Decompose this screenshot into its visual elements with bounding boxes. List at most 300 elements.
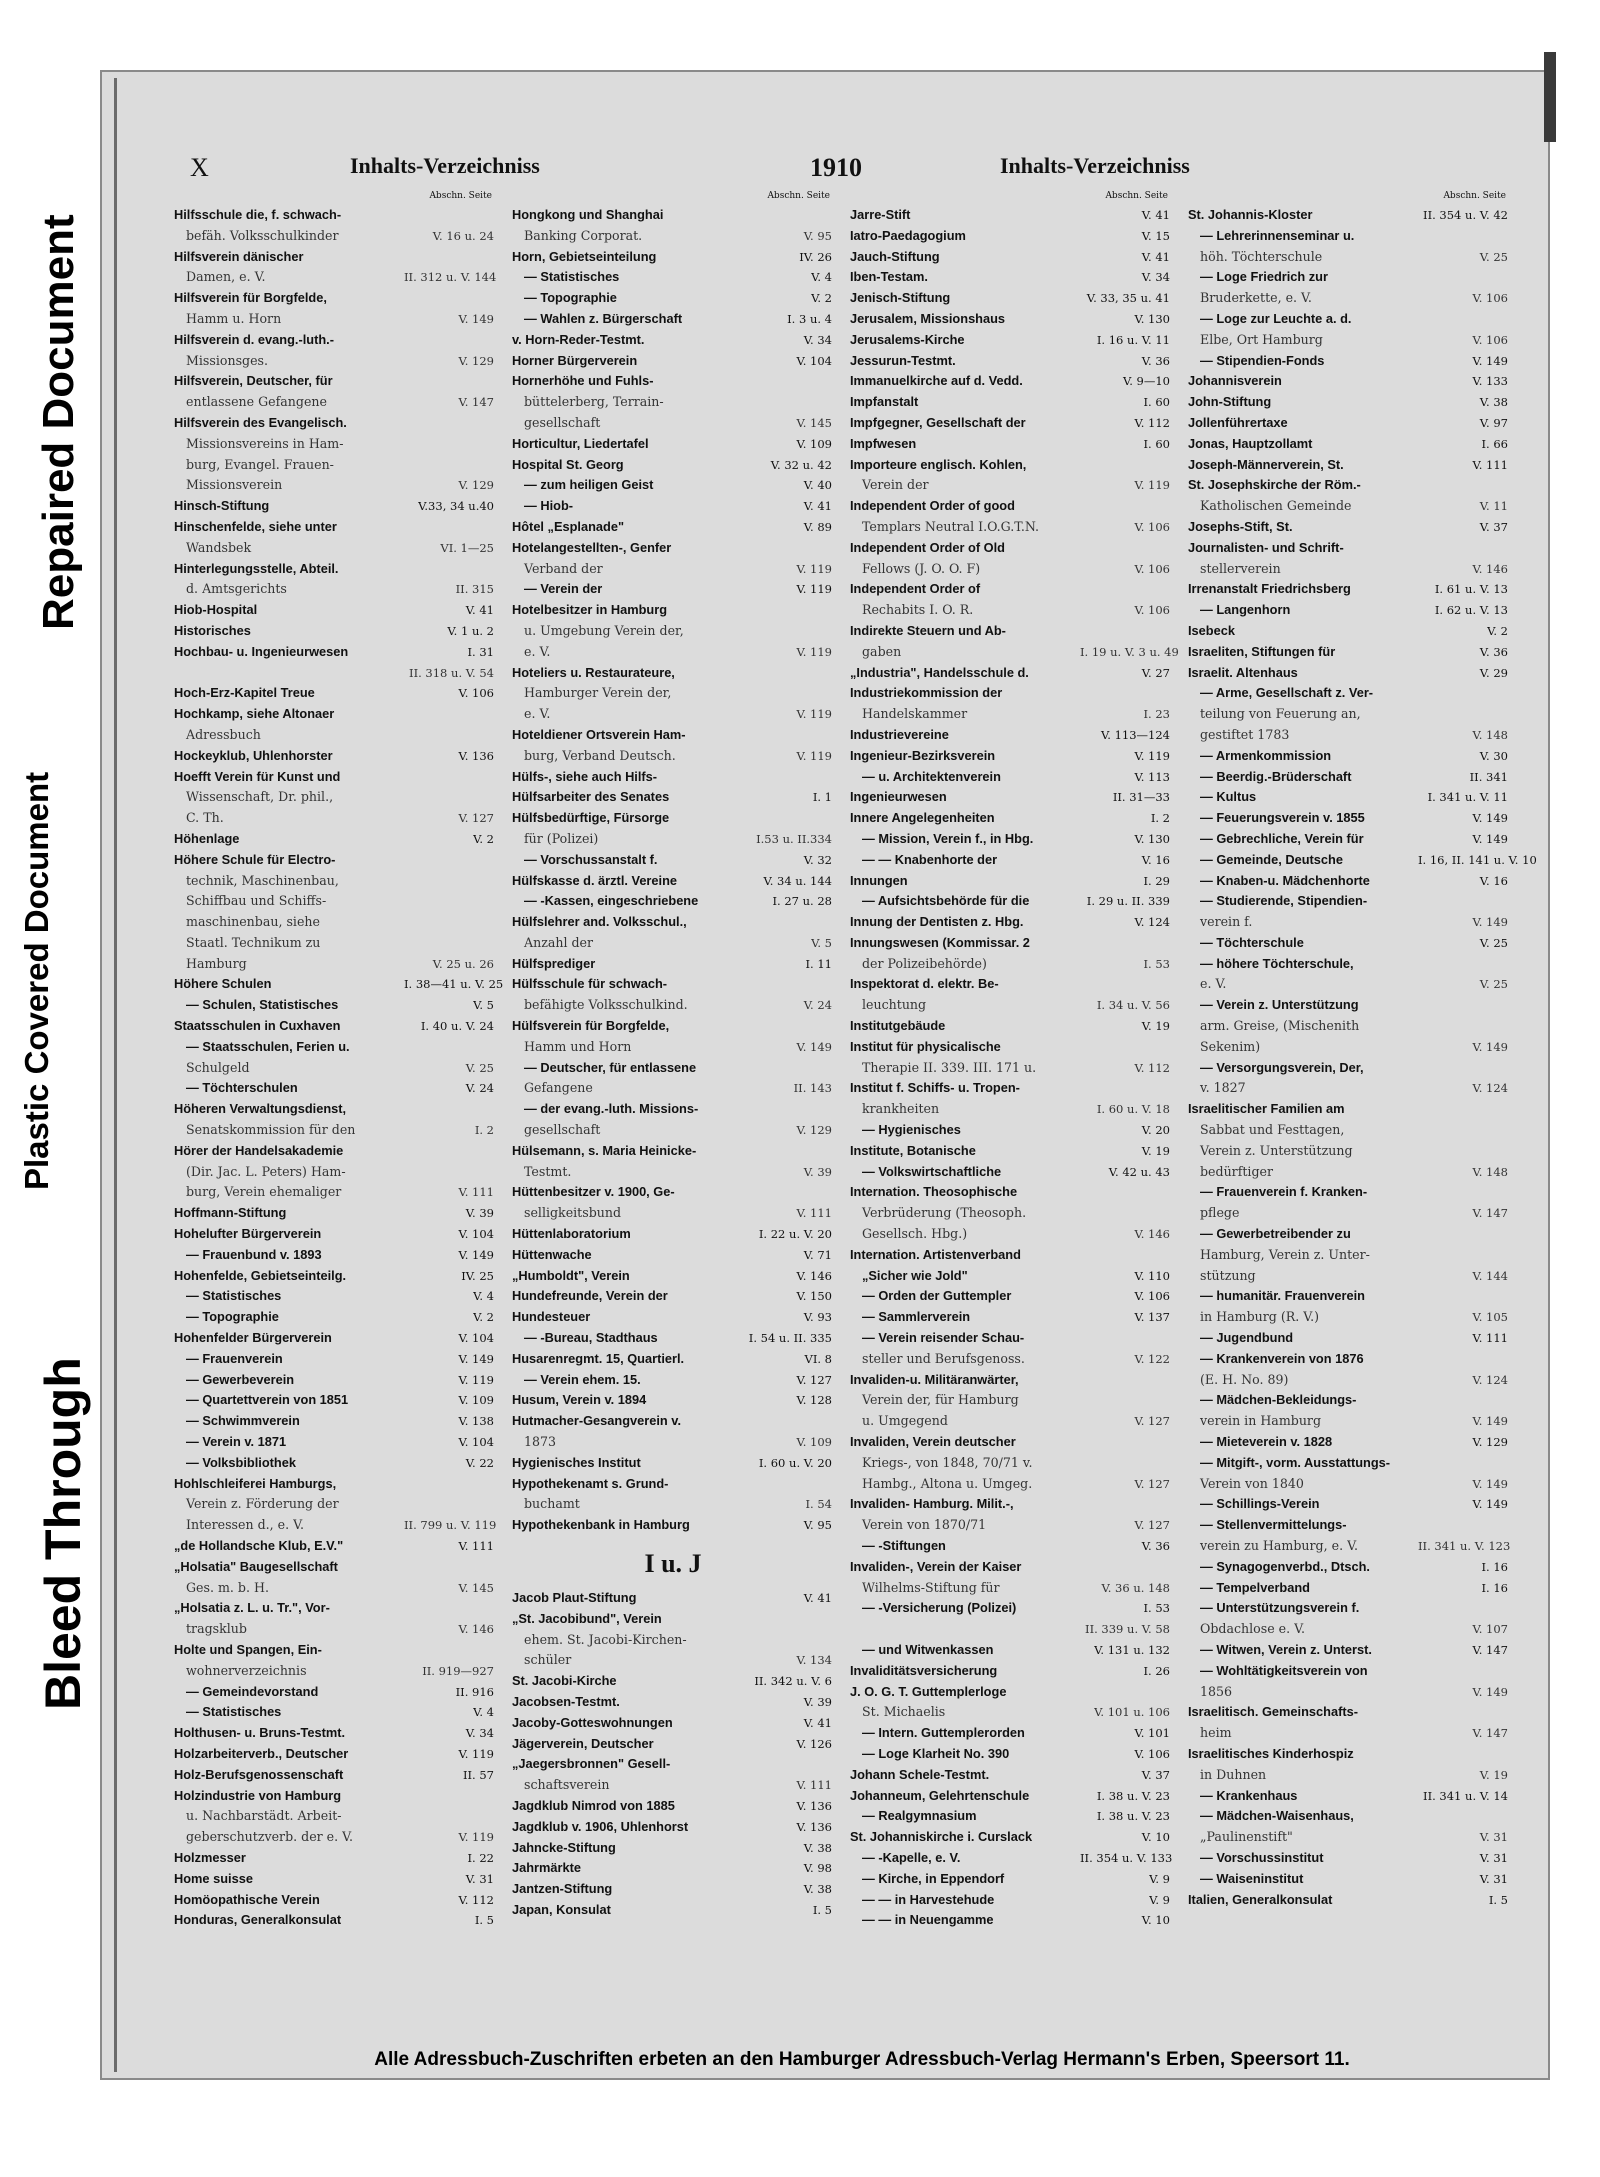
index-entry [512, 1734, 834, 1755]
index-entry [1188, 1723, 1510, 1744]
entry-reference: V. 34 [1141, 270, 1170, 285]
entry-title: Sekenim) [1200, 1038, 1261, 1054]
index-entry [512, 226, 834, 247]
index-entry [1188, 1786, 1510, 1807]
entry-title: leuchtung [862, 997, 927, 1013]
index-entry [850, 767, 1172, 788]
entry-reference: V. 149 [1472, 1414, 1508, 1429]
entry-title: Holthusen- u. Bruns-Testmt. [174, 1725, 346, 1741]
index-entry [850, 1869, 1172, 1890]
entry-title: — Vorschussanstalt f. [524, 851, 658, 867]
entry-reference: I. 60 u. V. 20 [758, 1455, 832, 1470]
entry-title: Staatsschulen in Cuxhaven [174, 1018, 341, 1034]
index-entry [174, 725, 496, 746]
entry-reference: I. 26 [1143, 1663, 1170, 1678]
entry-title: — Studierende, Stipendien- [1200, 893, 1368, 909]
entry-reference: II. 57 [462, 1767, 494, 1782]
index-entry [1188, 1203, 1510, 1224]
entry-title: Hülfsschule für schwach- [512, 976, 668, 992]
index-entry [512, 475, 834, 496]
entry-reference: V. 106 [1134, 603, 1170, 618]
index-entry [174, 434, 496, 455]
page-header [172, 147, 1532, 187]
index-entry [850, 683, 1172, 704]
entry-title: Wandsbek [186, 539, 252, 555]
entry-title: burg, Evangel. Frauen- [186, 456, 334, 472]
index-entry [1188, 995, 1510, 1016]
index-entry [174, 1661, 496, 1682]
entry-title: — u. Architektenverein [862, 768, 1001, 784]
entry-reference: II. 31—33 [1112, 790, 1170, 805]
entry-title: „Jaegersbronnen" Gesell- [512, 1756, 671, 1772]
entry-reference: V. 34 [465, 1726, 494, 1741]
index-entry [174, 787, 496, 808]
entry-reference: V. 149 [458, 1247, 494, 1262]
entry-title: 1856 [1200, 1683, 1233, 1699]
entry-reference: V. 41 [1141, 249, 1170, 264]
entry-title: technik, Maschinenbau, [186, 872, 339, 888]
entry-reference: V. 41 [803, 1715, 832, 1730]
entry-reference: V. 119 [458, 1372, 494, 1387]
entry-reference: V. 89 [803, 519, 832, 534]
entry-title: Jantzen-Stiftung [512, 1881, 613, 1897]
index-column-1 [174, 191, 504, 1928]
entry-reference: I. 54 [805, 1497, 832, 1512]
entry-title: 1873 [524, 1434, 557, 1450]
entry-reference: V. 127 [1134, 1476, 1170, 1491]
entry-title: Homöopathische Verein [174, 1891, 320, 1907]
entry-title: Hambg., Altona u. Umgeg. [862, 1475, 1033, 1491]
index-entry [512, 247, 834, 268]
index-entry [1188, 871, 1510, 892]
index-entry [512, 434, 834, 455]
entry-title: — Quartettverein von 1851 [186, 1392, 349, 1408]
entry-title: Joseph-Männerverein, St. [1188, 456, 1344, 472]
entry-reference: V. 19 [1479, 1767, 1508, 1782]
entry-title: Jollenführertaxe [1188, 414, 1288, 430]
entry-reference: V. 146 [458, 1622, 494, 1637]
index-entry [512, 1609, 834, 1630]
entry-reference: I. 66 [1481, 436, 1508, 451]
index-entry [174, 1578, 496, 1599]
entry-reference: V. 111 [458, 1539, 494, 1553]
entry-title: Hockeyklub, Uhlenhorster [174, 747, 333, 763]
entry-title: — höhere Töchterschule, [1200, 955, 1354, 971]
entry-title: Hoteliers u. Restaurateure, [512, 664, 675, 680]
entry-title: Hörer der Handelsakademie [174, 1142, 344, 1158]
entry-reference: II. 354 u. V. 133 [1080, 1850, 1173, 1865]
entry-reference: V. 105 [1472, 1310, 1508, 1325]
entry-reference: V. 41 [803, 1591, 832, 1605]
entry-title: — Wahlen z. Bürgerschaft [524, 310, 683, 326]
entry-reference: V. 39 [803, 1164, 832, 1179]
entry-title: Hüttenbesitzer v. 1900, Ge- [512, 1184, 675, 1200]
entry-title: — Beerdig.-Brüderschaft [1200, 768, 1352, 784]
entry-reference: I. 29 u. II. 339 [1086, 894, 1170, 909]
entry-title: — Frauenverein f. Kranken- [1200, 1184, 1368, 1200]
entry-title: — Tempelverband [1200, 1579, 1310, 1595]
index-entry [850, 808, 1172, 829]
entry-reference: V. 149 [1472, 831, 1508, 846]
index-entry [512, 1453, 834, 1474]
index-entry [850, 933, 1172, 954]
entry-reference: V. 39 [803, 1694, 832, 1709]
entry-title: Hoffmann-Stiftung [174, 1205, 287, 1221]
index-entry [174, 1765, 496, 1786]
entry-title: Obdachlose e. V. [1200, 1621, 1306, 1637]
entry-reference: IV. 26 [799, 249, 832, 264]
entry-title: Journalisten- und Schrift- [1188, 539, 1344, 555]
index-entry [1188, 330, 1510, 351]
entry-title: — Verein der [524, 581, 603, 597]
entry-title: tragsklub [186, 1621, 247, 1637]
index-entry [1188, 1224, 1510, 1245]
entry-title: Schulgeld [186, 1059, 250, 1075]
entry-reference: V. 119 [458, 1830, 494, 1845]
index-entry [850, 1162, 1172, 1183]
entry-title: Holz-Berufsgenossenschaft [174, 1766, 344, 1782]
entry-title: Impfgegner, Gesellschaft der [850, 414, 1026, 430]
index-entry [1188, 1765, 1510, 1786]
index-entry [512, 1245, 834, 1266]
entry-reference: I. 5 [474, 1913, 494, 1928]
entry-title: — Stellenvermittelungs- [1200, 1517, 1347, 1533]
entry-title: büttelerberg, Terrain- [524, 394, 664, 410]
entry-reference: I. 19 u. V. 3 u. 49 [1080, 644, 1179, 659]
entry-reference: V. 106 [1134, 1289, 1170, 1304]
entry-reference: V. 42 u. 43 [1108, 1164, 1170, 1179]
entry-reference: V. 33, 35 u. 41 [1086, 291, 1170, 306]
index-entry [1188, 1494, 1510, 1515]
index-entry [174, 1037, 496, 1058]
index-entry [1188, 725, 1510, 746]
index-entry [512, 538, 834, 559]
index-entry [850, 371, 1172, 392]
entry-title: — Deutscher, für entlassene [524, 1059, 697, 1075]
index-entry [512, 1328, 834, 1349]
entry-title: Jacob Plaut-Stiftung [512, 1590, 637, 1605]
entry-title: Horner Bürgerverein [512, 352, 638, 368]
entry-title: — Verein ehem. 15. [524, 1371, 641, 1387]
index-entry [512, 1474, 834, 1495]
entry-title: Hülfsprediger [512, 955, 596, 971]
entry-title: Hohlschleiferei Hamburgs, [174, 1475, 337, 1491]
entry-title: Hinsch-Stiftung [174, 498, 270, 514]
index-entry [174, 683, 496, 704]
index-entry [850, 1120, 1172, 1141]
index-entry [850, 1245, 1172, 1266]
entry-reference: V. 130 [1134, 311, 1170, 326]
index-entry [512, 1224, 834, 1245]
entry-title: St. Johanniskirche i. Curslack [850, 1829, 1033, 1845]
entry-title: Jahncke-Stiftung [512, 1839, 616, 1855]
entry-title: Hüttenlaboratorium [512, 1226, 631, 1242]
entry-title: — Orden der Guttempler [862, 1288, 1012, 1304]
entry-title: schüler [524, 1652, 572, 1668]
entry-title: — Schulen, Statistisches [186, 997, 339, 1013]
index-entry [174, 954, 496, 975]
entry-reference: V. 145 [458, 1580, 494, 1595]
index-entry [1188, 1702, 1510, 1723]
entry-title: — Hygienisches [862, 1122, 961, 1138]
entry-reference: V. 31 [1479, 1830, 1508, 1845]
entry-reference: V. 148 [1472, 727, 1508, 742]
entry-title: C. Th. [186, 810, 224, 826]
index-entry [512, 1390, 834, 1411]
entry-reference: V. 16 [1479, 873, 1508, 888]
entry-title: Iben-Testam. [850, 269, 928, 285]
entry-reference: V. 133 [1472, 374, 1508, 389]
index-entry [1188, 1827, 1510, 1848]
entry-title: Immanuelkirche auf d. Vedd. [850, 373, 1023, 389]
index-entry [1188, 1037, 1510, 1058]
entry-title: stellerverein [1200, 560, 1281, 576]
index-entry [174, 891, 496, 912]
entry-reference: V. 138 [458, 1414, 494, 1429]
entry-reference: V. 119 [796, 644, 832, 659]
entry-title: Hilfsverein, Deutscher, für [174, 373, 333, 389]
index-entry [850, 455, 1172, 476]
entry-reference: V. 25 [1479, 935, 1508, 950]
entry-title: Höheren Verwaltungsdienst, [174, 1101, 347, 1117]
entry-title: Internation. Artistenverband [850, 1246, 1021, 1262]
index-entry [174, 1266, 496, 1287]
entry-reference: I. 60 u. V. 18 [1096, 1102, 1170, 1117]
entry-reference: V.33, 34 u.40 [418, 499, 494, 514]
entry-reference: V. 9 [1149, 1871, 1170, 1886]
entry-title: Hilfsschule die, f. schwach- [174, 207, 342, 222]
index-entry [850, 746, 1172, 767]
entry-title: verein zu Hamburg, e. V. [1200, 1538, 1358, 1553]
entry-reference: V. 149 [1472, 915, 1508, 930]
index-entry [512, 1370, 834, 1391]
entry-title: Gefangene [524, 1080, 593, 1096]
index-entry [1188, 205, 1510, 226]
index-entry [174, 517, 496, 538]
index-entry [1188, 455, 1510, 476]
entry-title: Hoch-Erz-Kapitel Treue [174, 685, 315, 701]
entry-reference: I. 31 [467, 644, 494, 659]
index-entry [850, 579, 1172, 600]
entry-reference: V. 112 [1134, 415, 1170, 430]
index-entry [174, 1744, 496, 1765]
entry-title: — Volkswirtschaftliche [862, 1163, 1002, 1179]
index-entry [174, 475, 496, 496]
index-entry [512, 1203, 834, 1224]
index-entry [850, 205, 1172, 226]
index-entry [512, 1016, 834, 1037]
entry-title: Missionsges. [186, 352, 269, 368]
index-entry [512, 413, 834, 434]
index-entry [512, 288, 834, 309]
entry-title: Irrenanstalt Friedrichsberg [1188, 581, 1351, 597]
entry-title: — — in Neuengamme [862, 1912, 994, 1928]
entry-reference: V. 122 [1134, 1351, 1170, 1366]
entry-title: „Holsatia" Baugesellschaft [174, 1558, 338, 1574]
entry-reference: I. 53 [1143, 1601, 1170, 1616]
entry-title: Hülfsbedürftige, Fürsorge [512, 810, 670, 826]
entry-reference: V. 30 [1479, 748, 1508, 763]
index-entry [174, 1120, 496, 1141]
entry-title: e. V. [524, 643, 551, 659]
entry-reference: V. 146 [1134, 1227, 1170, 1242]
entry-title: Anzahl der [524, 934, 594, 950]
entry-title: — Schillings-Verein [1200, 1496, 1320, 1512]
index-entry [174, 1349, 496, 1370]
index-entry [174, 1536, 496, 1557]
entry-reference: I. 27 u. 28 [772, 894, 832, 909]
index-entry [850, 434, 1172, 455]
entry-title: teilung von Feuerung an, [1200, 706, 1361, 722]
index-entry [174, 1557, 496, 1578]
index-entry [850, 330, 1172, 351]
entry-title: d. Amtsgerichts [186, 581, 287, 597]
index-entry [850, 621, 1172, 642]
index-entry [1188, 1453, 1510, 1474]
index-entry [512, 1182, 834, 1203]
entry-reference: V. 4 [811, 270, 832, 285]
entry-title: höh. Töchterschule [1200, 248, 1323, 264]
entry-title: — Sammlerverein [862, 1309, 971, 1325]
entry-reference: V. 149 [1472, 353, 1508, 368]
index-entry [174, 1619, 496, 1640]
entry-title: Hochbau- u. Ingenieurwesen [174, 643, 349, 659]
entry-title: v. Horn-Reder-Testmt. [512, 331, 645, 347]
index-entry [1188, 1640, 1510, 1661]
index-entry [1188, 1848, 1510, 1869]
index-entry [512, 1838, 834, 1859]
entry-reference: V. 119 [458, 1746, 494, 1761]
entry-title: schaftsverein [524, 1777, 610, 1793]
index-entry [174, 1141, 496, 1162]
index-entry [850, 974, 1172, 995]
index-entry [1188, 226, 1510, 247]
entry-reference: V. 4 [473, 1705, 494, 1720]
entry-reference: V. 127 [458, 811, 494, 826]
index-entry [174, 1910, 496, 1931]
entry-title: Hotelangestellten-, Genfer [512, 539, 672, 555]
entry-reference: V. 126 [796, 1736, 832, 1751]
index-entry [1188, 1266, 1510, 1287]
page-footer: Alle Adressbuch-Zuschriften erbeten an den Hamburger Adressbuch-Verlag Hermann's Erben, Speersort 11. [374, 2049, 1350, 2070]
entry-title: krankheiten [862, 1101, 940, 1117]
entry-title: in Hamburg (R. V.) [1200, 1309, 1320, 1325]
entry-reference: V. 25 [1479, 977, 1508, 992]
entry-title: Hypothekenbank in Hamburg [512, 1517, 690, 1533]
entry-title: — Kultus [1200, 789, 1257, 805]
entry-reference: V. 27 [1141, 665, 1170, 680]
entry-reference: V. 124 [1134, 915, 1170, 930]
index-entry [1188, 496, 1510, 517]
entry-title: Hutmacher-Gesangverein v. [512, 1413, 682, 1429]
entry-reference: V. 1 u. 2 [447, 623, 494, 638]
entry-reference: V. 40 [803, 478, 832, 493]
index-entry [512, 954, 834, 975]
entry-title: — Hiob- [524, 498, 574, 514]
index-entry [1188, 1078, 1510, 1099]
entry-title: — Krankenhaus [1200, 1787, 1298, 1803]
index-entry [850, 1058, 1172, 1079]
entry-title: Home suisse [174, 1870, 253, 1886]
entry-title: — und Witwenkassen [862, 1641, 994, 1657]
entry-title: Ges. m. b. H. [186, 1579, 269, 1595]
index-entry [1188, 891, 1510, 912]
index-entry [512, 621, 834, 642]
entry-reference: V. 144 [1472, 1268, 1508, 1283]
entry-title: — Witwen, Verein z. Unterst. [1200, 1641, 1372, 1657]
index-entry [512, 1900, 834, 1921]
entry-reference: V. 145 [796, 415, 832, 430]
entry-title: Verein z. Förderung der [186, 1496, 339, 1512]
entry-title: Internation. Theosophische [850, 1184, 1018, 1200]
entry-title: Verband der [524, 560, 603, 576]
entry-title: Höhenlage [174, 830, 240, 846]
entry-title: Husarenregmt. 15, Quartierl. [512, 1350, 685, 1366]
entry-title: Missionsverein [186, 477, 283, 493]
index-entry [1188, 663, 1510, 684]
index-entry [174, 1411, 496, 1432]
entry-reference: V. 134 [796, 1653, 832, 1668]
index-entry [850, 704, 1172, 725]
index-entry [850, 1182, 1172, 1203]
entry-title: Jenisch-Stiftung [850, 290, 951, 306]
entry-title: — Loge Friedrich zur [1200, 269, 1328, 285]
entry-title: Josephs-Stift, St. [1188, 518, 1293, 534]
entry-title: Indirekte Steuern und Ab- [850, 622, 1006, 638]
index-entry [174, 1869, 496, 1890]
index-entry [1188, 1890, 1510, 1911]
index-entry [850, 267, 1172, 288]
index-entry [850, 954, 1172, 975]
index-entry [850, 1099, 1172, 1120]
label-repaired-document: Repaired Document [34, 214, 83, 630]
entry-title: Horn, Gebietseinteilung [512, 248, 657, 264]
entry-reference: II. 312 u. V. 144 [404, 270, 497, 285]
entry-reference: V. 37 [1141, 1767, 1170, 1782]
entry-title: u. Umgegend [862, 1413, 948, 1429]
index-entry [850, 1224, 1172, 1245]
index-entry [1188, 1598, 1510, 1619]
entry-reference: I. 38—41 u. V. 25 [404, 977, 504, 992]
entry-title: — Synagogenverbd., Dtsch. [1200, 1558, 1370, 1574]
entry-title: „Humboldt", Verein [512, 1267, 630, 1283]
entry-reference: V. 149 [458, 1351, 494, 1366]
column-header: Abschn. Seite [767, 191, 830, 201]
entry-title: — Arme, Gesellschaft z. Ver- [1200, 685, 1374, 701]
entry-title: — Topographie [186, 1309, 279, 1325]
entry-reference: V. 106 [458, 686, 494, 701]
entry-title: Testmt. [524, 1163, 572, 1179]
entry-title: Hohelufter Bürgerverein [174, 1226, 322, 1242]
index-entry [1188, 683, 1510, 704]
index-entry [174, 829, 496, 850]
entry-reference: V. 19 [1141, 1143, 1170, 1158]
index-entry [174, 247, 496, 268]
index-entry [512, 1775, 834, 1796]
entry-reference: V. 149 [458, 311, 494, 326]
entry-title: „St. Jacobibund", Verein [512, 1610, 662, 1626]
entry-reference: I. 1 [812, 790, 832, 805]
entry-title: Hinterlegungsstelle, Abteil. [174, 560, 339, 576]
index-entry [512, 1058, 834, 1079]
index-entry [850, 1286, 1172, 1307]
index-entry [512, 309, 834, 330]
entry-reference: V. 34 u. 144 [763, 873, 832, 888]
index-entry [850, 559, 1172, 580]
entry-title: Hundesteuer [512, 1309, 591, 1325]
index-page [172, 147, 1537, 2070]
entry-title: pflege [1200, 1205, 1240, 1221]
